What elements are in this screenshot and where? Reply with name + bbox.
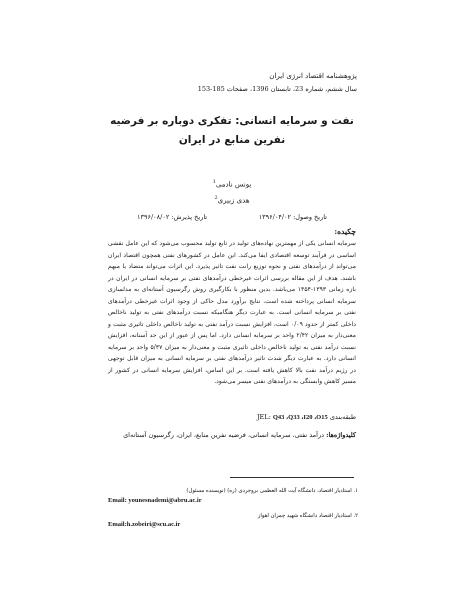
footnote-2: ۲. استادیار اقتصاد دانشگاه شهید چمران اهواز bbox=[257, 513, 358, 519]
paper-title-line-1: نفت و سرمایه انسانی: تفکری دوباره بر فرضیه bbox=[110, 115, 354, 127]
footnote-1-email: Email: younesnademi@abru.ac.ir bbox=[108, 497, 202, 504]
journal-name: پژوهشنامه اقتصاد انرژی ایران bbox=[269, 72, 357, 80]
jel-classification bbox=[108, 412, 356, 423]
paper-title bbox=[100, 112, 364, 150]
jel-label: طبقه‌بندی JEL: bbox=[256, 413, 356, 421]
author-footnote-mark: 1 bbox=[212, 179, 216, 185]
article-dates bbox=[137, 213, 327, 225]
footnote-divider bbox=[230, 477, 354, 478]
journal-header bbox=[107, 70, 357, 96]
author-list bbox=[160, 175, 304, 208]
footnote-1: ۱. استادیار اقتصاد، دانشگاه آیت الله العظمی بروجردی (ره) (نویسنده مسئول) bbox=[186, 488, 358, 494]
journal-issue: سال ششم، شماره 23، تابستان 1396، صفحات 185-153 bbox=[197, 85, 357, 93]
keywords-text: درآمد نفتی، سرمایه انسانی، فرضیه نفرین منابع، ایران، رگرسیون آستانه‌ای bbox=[123, 431, 324, 439]
date-accepted: تاریخ پذیرش: ۱۳۹۶/۰۸/۰۲ bbox=[137, 213, 208, 221]
abstract-heading: چکیده: bbox=[334, 227, 356, 236]
paper-title-line-2: نفرین منابع در ایران bbox=[178, 134, 286, 146]
author-name: هدی زبیری$^2$ bbox=[214, 195, 250, 205]
footnote-2-email: Email:h.zobeiri@scu.ac.ir bbox=[108, 521, 181, 528]
jel-codes: Q43 ،Q33 ،I20 ،O15 bbox=[272, 414, 328, 421]
author-footnote-mark: 2 bbox=[214, 195, 218, 202]
author-name: یونس نادمی$^1$ bbox=[212, 179, 252, 189]
abstract-body: سرمایه انسانی یکی از مهمترین نهاده‌های تولید در تابع تولید محسوب می‌شود که این عامل نقشی اساسی در فرآیند توسعه اقتصادی ایفا می‌کند. این عامل در کشورهای نفتی همچون اقتصاد ایران می‌تواند از درآمدهای نفتی و نحوه توزیع رانت نفت تاثیر پذیرد. این اثرات می‌تواند متضاد یا مبهم باشند. هدف از این مقاله بررسی اثرات غیرخطی درآمدهای نفتی بر سرمایه انسانی در ایران در بازه زمانی ۱۳۹۳-۱۳۵۴ می‌باشد. بدین منظور با بکارگیری روش رگرسیون آستانه‌ای به مدلسازی سرمایه انسانی پرداخته شده است. نتایج برآورد مدل حاکی از وجود اثرات غیرخطی درآمدهای نفتی بر سرمایه انسانی است. به عبارت دیگر هنگامیکه نسبت درآمدهای نفتی به تولید ناخالص داخلی کمتر از حدود ۰/۰۹ است، افزایش نسبت درآمد نفتی به تولید ناخالص داخلی تاثیری مثبت و معنی‌دار به میزان ۲/۴۲ واحد بر سرمایه انسانی دارد. اما پس از عبور از این حد آستانه، افزایش نسبت درآمد نفتی به تولید ناخالص داخلی تاثیری مثبت و معنی‌دار به میزان ۵/۳۷ واحد بر سرمایه انسانی دارد. به عبارت دیگر شدت تاثیر درآمدهای نفتی بر سرمایه انسانی به میزان قابل توجهی در رژیم درآمد نفت بالا کاهش یافته است. بر این اساس، افزایش سرمایه انسانی در کشور از مسیر کاهش وابستگی به درآمدهای نفتی میسر می‌شود. bbox=[108, 240, 356, 385]
keywords-label: کلیدواژه‌ها: bbox=[326, 431, 356, 439]
keywords bbox=[108, 430, 356, 441]
date-received: تاریخ وصول: ۱۳۹۶/۰۴/۰۲ bbox=[258, 213, 327, 221]
